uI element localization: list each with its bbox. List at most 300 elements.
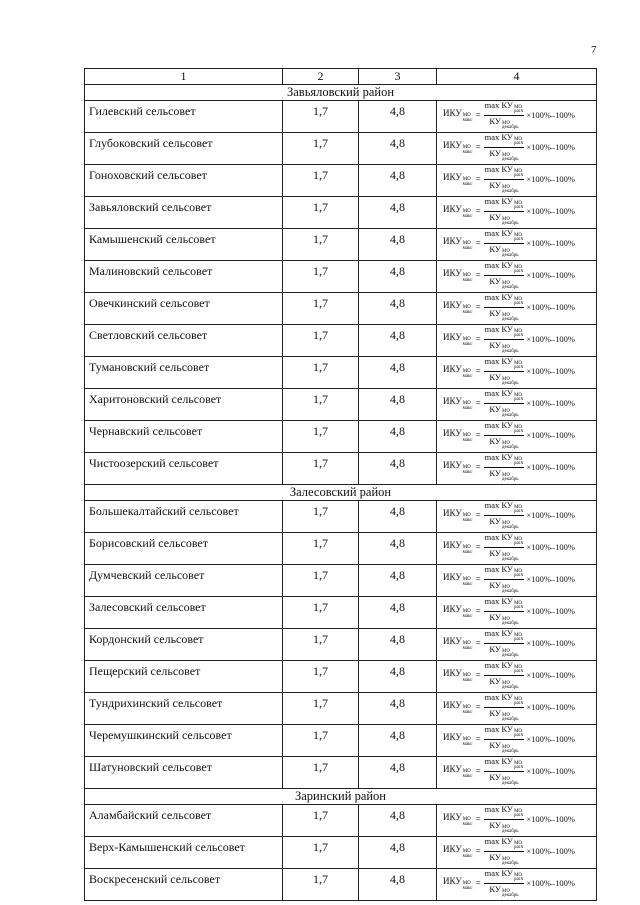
municipality-name: Завьяловский сельсовет xyxy=(85,197,283,229)
formula-fraction xyxy=(484,660,525,691)
formula-eq: = xyxy=(475,142,481,152)
formula-den-base: КУ xyxy=(489,579,501,590)
formula-eq: = xyxy=(475,878,481,888)
formula-lhs-scripts xyxy=(463,305,473,315)
formula-lhs-sup: МО xyxy=(462,816,471,822)
formula-fraction xyxy=(484,564,525,595)
formula-cell xyxy=(437,229,597,261)
formula xyxy=(437,565,596,593)
formula-num-sub: расч xyxy=(513,173,524,178)
formula-den-sup: МО xyxy=(501,120,510,126)
formula-num-prefix: max xyxy=(484,99,500,110)
formula-den-sup: МО xyxy=(501,248,510,254)
formula-num-base: КУ xyxy=(501,387,513,398)
formula-den-scripts xyxy=(502,522,519,531)
formula-lhs-sup: МО xyxy=(462,880,471,886)
formula-num-prefix: max xyxy=(484,595,500,606)
formula-den-sup: МО xyxy=(501,440,510,446)
municipality-name: Харитоновский сельсовет xyxy=(85,389,283,421)
formula-num-base: КУ xyxy=(501,259,513,270)
formula-denominator xyxy=(489,340,518,355)
formula-den-sub: декабрь xyxy=(501,653,519,658)
formula-cell xyxy=(437,133,597,165)
formula-den-scripts xyxy=(502,650,519,659)
value-col2: 1,7 xyxy=(283,837,359,869)
formula-lhs xyxy=(443,732,473,747)
formula-fraction xyxy=(484,420,525,451)
formula-den-sub: декабрь xyxy=(501,685,519,690)
formula-num-sup: МО xyxy=(513,632,523,638)
formula-numerator xyxy=(484,836,525,852)
formula-num-sup: МО xyxy=(513,728,523,734)
formula-denominator xyxy=(489,772,518,787)
formula-fraction xyxy=(484,500,525,531)
formula-cell xyxy=(437,165,597,197)
formula xyxy=(437,101,596,129)
formula-numerator xyxy=(484,292,525,308)
formula-den-scripts xyxy=(502,378,519,387)
formula-eq: = xyxy=(475,702,481,712)
formula-lhs-sup: МО xyxy=(462,272,471,278)
formula-num-scripts xyxy=(514,202,523,211)
formula-num-base: КУ xyxy=(501,723,513,734)
municipality-name: Чистоозерский сельсовет xyxy=(85,453,283,485)
formula-num-prefix: max xyxy=(484,163,500,174)
formula-lhs-base: ИКУ xyxy=(443,603,462,614)
formula-den-base: КУ xyxy=(489,467,501,478)
formula-lhs-sub: макс xyxy=(462,517,473,523)
formula-den-base: КУ xyxy=(489,739,501,750)
formula-lhs xyxy=(443,812,473,827)
formula-lhs-base: ИКУ xyxy=(443,507,462,518)
formula-tail: ×100%–100% xyxy=(526,302,576,312)
formula-den-sub: декабрь xyxy=(501,893,519,898)
formula-num-scripts xyxy=(514,106,523,115)
table-row xyxy=(85,533,597,565)
formula-fraction xyxy=(484,868,525,899)
formula-cell xyxy=(437,533,597,565)
formula-tail: ×100%–100% xyxy=(526,238,576,248)
formula-num-scripts xyxy=(514,234,523,243)
formula-num-sub: расч xyxy=(513,397,524,402)
table-row xyxy=(85,501,597,533)
table-row xyxy=(85,165,597,197)
value-col3: 4,8 xyxy=(359,725,437,757)
formula-num-base: КУ xyxy=(501,355,513,366)
table-row xyxy=(85,293,597,325)
formula-fraction xyxy=(484,260,525,291)
municipality-name: Камышенский сельсовет xyxy=(85,229,283,261)
formula-tail: ×100%–100% xyxy=(526,206,576,216)
formula-numerator xyxy=(484,804,525,820)
formula-fraction xyxy=(484,356,525,387)
formula-num-prefix: max xyxy=(484,723,500,734)
formula-cell xyxy=(437,725,597,757)
formula-lhs-base: ИКУ xyxy=(443,427,462,438)
formula-numerator xyxy=(484,196,525,212)
column-header-row xyxy=(85,69,597,85)
formula-denominator xyxy=(489,404,518,419)
formula-lhs-scripts xyxy=(463,705,473,715)
formula-den-sub: декабрь xyxy=(501,125,519,130)
formula-den-sup: МО xyxy=(501,520,510,526)
formula-lhs xyxy=(443,428,473,443)
formula-num-base: КУ xyxy=(501,803,513,814)
formula-den-sup: МО xyxy=(501,344,510,350)
value-col3: 4,8 xyxy=(359,197,437,229)
formula-num-sub: расч xyxy=(513,845,524,850)
formula-lhs-sup: МО xyxy=(462,736,471,742)
formula-lhs-base: ИКУ xyxy=(443,539,462,550)
formula-den-scripts xyxy=(502,186,519,195)
formula-lhs-base: ИКУ xyxy=(443,571,462,582)
formula-denominator xyxy=(489,180,518,195)
formula-den-base: КУ xyxy=(489,435,501,446)
formula-eq: = xyxy=(475,238,481,248)
formula-lhs-sup: МО xyxy=(462,112,471,118)
formula-num-base: КУ xyxy=(501,99,513,110)
formula-num-scripts xyxy=(514,330,523,339)
value-col3: 4,8 xyxy=(359,661,437,693)
municipality-name: Малиновский сельсовет xyxy=(85,261,283,293)
district-name: Залесовский район xyxy=(85,485,597,501)
formula-den-sup: МО xyxy=(501,312,510,318)
formula-lhs-sub: макс xyxy=(462,181,473,187)
value-col2: 1,7 xyxy=(283,453,359,485)
formula-num-base: КУ xyxy=(501,419,513,430)
formula-lhs-base: ИКУ xyxy=(443,699,462,710)
formula-lhs xyxy=(443,332,473,347)
formula-denominator xyxy=(489,516,518,531)
table-row xyxy=(85,661,597,693)
formula-num-sup: МО xyxy=(513,168,523,174)
formula-num-scripts xyxy=(514,602,523,611)
formula xyxy=(437,357,596,385)
formula-denominator xyxy=(489,852,518,867)
value-col3: 4,8 xyxy=(359,389,437,421)
formula-num-prefix: max xyxy=(484,691,500,702)
formula-num-sup: МО xyxy=(513,664,523,670)
formula-num-base: КУ xyxy=(501,867,513,878)
formula-tail: ×100%–100% xyxy=(526,334,576,344)
formula-num-prefix: max xyxy=(484,227,500,238)
value-col3: 4,8 xyxy=(359,325,437,357)
formula-num-sub: расч xyxy=(513,877,524,882)
value-col3: 4,8 xyxy=(359,869,437,901)
table-row xyxy=(85,389,597,421)
formula-lhs-base: ИКУ xyxy=(443,363,462,374)
formula-num-sup: МО xyxy=(513,504,523,510)
formula-lhs-sup: МО xyxy=(462,576,471,582)
formula xyxy=(437,693,596,721)
formula-lhs-sub: макс xyxy=(462,581,473,587)
formula-lhs-sup: МО xyxy=(462,144,471,150)
formula-num-sup: МО xyxy=(513,104,523,110)
formula-cell xyxy=(437,293,597,325)
formula-num-scripts xyxy=(514,506,523,515)
formula-num-sup: МО xyxy=(513,456,523,462)
formula-lhs xyxy=(443,572,473,587)
table-row xyxy=(85,693,597,725)
table-row xyxy=(85,597,597,629)
formula-cell xyxy=(437,805,597,837)
formula-den-scripts xyxy=(502,250,519,259)
formula-num-sup: МО xyxy=(513,872,523,878)
formula-num-prefix: max xyxy=(484,499,500,510)
formula-lhs-scripts xyxy=(463,433,473,443)
municipality-name: Тумановский сельсовет xyxy=(85,357,283,389)
formula-lhs-sub: макс xyxy=(462,853,473,859)
formula-den-scripts xyxy=(502,682,519,691)
formula-num-sup: МО xyxy=(513,424,523,430)
formula-num-sup: МО xyxy=(513,696,523,702)
formula-den-base: КУ xyxy=(489,515,501,526)
column-header: 3 xyxy=(359,69,437,85)
formula-numerator xyxy=(484,564,525,580)
formula-denominator xyxy=(489,308,518,323)
formula-cell xyxy=(437,629,597,661)
formula-num-base: КУ xyxy=(501,195,513,206)
formula-den-scripts xyxy=(502,618,519,627)
formula-lhs-scripts xyxy=(463,817,473,827)
formula-num-base: КУ xyxy=(501,131,513,142)
formula-numerator xyxy=(484,724,525,740)
value-col2: 1,7 xyxy=(283,197,359,229)
formula-lhs-sub: макс xyxy=(462,821,473,827)
formula-tail: ×100%–100% xyxy=(526,430,576,440)
value-col2: 1,7 xyxy=(283,565,359,597)
district-header-row xyxy=(85,789,597,805)
formula-numerator xyxy=(484,420,525,436)
formula-den-base: КУ xyxy=(489,707,501,718)
formula-denominator xyxy=(489,580,518,595)
formula-lhs-scripts xyxy=(463,545,473,555)
formula-lhs-sub: макс xyxy=(462,549,473,555)
municipality-name: Воскресенский сельсовет xyxy=(85,869,283,901)
formula-num-sup: МО xyxy=(513,264,523,270)
formula-fraction xyxy=(484,228,525,259)
formula-den-base: КУ xyxy=(489,675,501,686)
formula-lhs-scripts xyxy=(463,241,473,251)
formula-num-prefix: max xyxy=(484,419,500,430)
formula-lhs-sub: макс xyxy=(462,437,473,443)
formula-lhs xyxy=(443,172,473,187)
formula-tail: ×100%–100% xyxy=(526,270,576,280)
formula-den-sub: декабрь xyxy=(501,317,519,322)
formula-num-sup: МО xyxy=(513,296,523,302)
formula-num-scripts xyxy=(514,426,523,435)
formula-eq: = xyxy=(475,462,481,472)
formula xyxy=(437,197,596,225)
formula-num-base: КУ xyxy=(501,291,513,302)
formula-num-prefix: max xyxy=(484,755,500,766)
formula-eq: = xyxy=(475,510,481,520)
formula-tail: ×100%–100% xyxy=(526,846,576,856)
formula xyxy=(437,805,596,833)
formula-den-sup: МО xyxy=(501,648,510,654)
formula xyxy=(437,869,596,897)
formula-lhs-sub: макс xyxy=(462,341,473,347)
formula-lhs xyxy=(443,668,473,683)
formula-tail: ×100%–100% xyxy=(526,398,576,408)
formula-tail: ×100%–100% xyxy=(526,814,576,824)
table-body xyxy=(85,69,597,901)
formula-lhs-sup: МО xyxy=(462,512,471,518)
formula-fraction xyxy=(484,100,525,131)
formula-lhs xyxy=(443,364,473,379)
formula-den-sub: декабрь xyxy=(501,477,519,482)
formula-lhs xyxy=(443,540,473,555)
value-col2: 1,7 xyxy=(283,229,359,261)
formula-num-sub: расч xyxy=(513,269,524,274)
value-col3: 4,8 xyxy=(359,629,437,661)
value-col3: 4,8 xyxy=(359,805,437,837)
formula-lhs-sub: макс xyxy=(462,645,473,651)
formula-eq: = xyxy=(475,766,481,776)
formula-num-sub: расч xyxy=(513,637,524,642)
formula-lhs-scripts xyxy=(463,209,473,219)
formula-eq: = xyxy=(475,670,481,680)
formula-den-sup: МО xyxy=(501,824,510,830)
formula-den-sub: декабрь xyxy=(501,861,519,866)
formula-lhs-sup: МО xyxy=(462,176,471,182)
formula xyxy=(437,293,596,321)
formula-lhs xyxy=(443,236,473,251)
formula-num-sub: расч xyxy=(513,365,524,370)
formula-cell xyxy=(437,197,597,229)
formula-lhs-base: ИКУ xyxy=(443,171,462,182)
formula-num-scripts xyxy=(514,842,523,851)
formula-tail: ×100%–100% xyxy=(526,702,576,712)
formula-num-sub: расч xyxy=(513,141,524,146)
formula-num-sup: МО xyxy=(513,840,523,846)
formula-den-sup: МО xyxy=(501,552,510,558)
formula-den-sup: МО xyxy=(501,712,510,718)
formula-den-sup: МО xyxy=(501,584,510,590)
formula-lhs-scripts xyxy=(463,465,473,475)
formula-lhs-scripts xyxy=(463,609,473,619)
formula-eq: = xyxy=(475,574,481,584)
formula-numerator xyxy=(484,868,525,884)
formula-num-base: КУ xyxy=(501,227,513,238)
column-header: 1 xyxy=(85,69,283,85)
formula-num-sup: МО xyxy=(513,200,523,206)
formula-den-base: КУ xyxy=(489,611,501,622)
formula-denominator xyxy=(489,372,518,387)
value-col2: 1,7 xyxy=(283,357,359,389)
formula-num-sub: расч xyxy=(513,541,524,546)
formula-denominator xyxy=(489,740,518,755)
formula-lhs-scripts xyxy=(463,113,473,123)
formula-lhs xyxy=(443,396,473,411)
table-row xyxy=(85,565,597,597)
formula-den-scripts xyxy=(502,282,519,291)
formula-num-scripts xyxy=(514,730,523,739)
formula-lhs-scripts xyxy=(463,881,473,891)
formula-num-sub: расч xyxy=(513,301,524,306)
formula-denominator xyxy=(489,468,518,483)
table-row xyxy=(85,837,597,869)
formula-lhs xyxy=(443,204,473,219)
formula-num-sub: расч xyxy=(513,237,524,242)
formula-den-sub: декабрь xyxy=(501,413,519,418)
formula-denominator xyxy=(489,116,518,131)
formula xyxy=(437,325,596,353)
formula-num-scripts xyxy=(514,634,523,643)
formula-lhs-sub: макс xyxy=(462,277,473,283)
formula-lhs-sub: макс xyxy=(462,741,473,747)
formula-lhs-base: ИКУ xyxy=(443,267,462,278)
formula-lhs-sub: макс xyxy=(462,469,473,475)
formula-den-sup: МО xyxy=(501,616,510,622)
formula-tail: ×100%–100% xyxy=(526,542,576,552)
formula-num-sub: расч xyxy=(513,605,524,610)
formula-tail: ×100%–100% xyxy=(526,110,576,120)
formula-den-scripts xyxy=(502,778,519,787)
formula-num-sup: МО xyxy=(513,232,523,238)
formula-fraction xyxy=(484,804,525,835)
formula-num-scripts xyxy=(514,138,523,147)
formula-lhs-base: ИКУ xyxy=(443,235,462,246)
table-row xyxy=(85,421,597,453)
formula-num-sub: расч xyxy=(513,765,524,770)
formula-den-base: КУ xyxy=(489,275,501,286)
district-header-row xyxy=(85,85,597,101)
formula xyxy=(437,261,596,289)
formula-num-base: КУ xyxy=(501,451,513,462)
formula-num-prefix: max xyxy=(484,259,500,270)
formula-lhs-scripts xyxy=(463,513,473,523)
formula-tail: ×100%–100% xyxy=(526,638,576,648)
formula-lhs-sup: МО xyxy=(462,608,471,614)
formula-num-scripts xyxy=(514,170,523,179)
formula-cell xyxy=(437,325,597,357)
formula-num-sub: расч xyxy=(513,205,524,210)
municipality-name: Верх-Камышенский сельсовет xyxy=(85,837,283,869)
district-header-row xyxy=(85,485,597,501)
formula-cell xyxy=(437,661,597,693)
formula-den-sub: декабрь xyxy=(501,525,519,530)
formula-num-scripts xyxy=(514,266,523,275)
formula-numerator xyxy=(484,324,525,340)
formula-den-base: КУ xyxy=(489,403,501,414)
value-col3: 4,8 xyxy=(359,565,437,597)
formula-num-prefix: max xyxy=(484,563,500,574)
formula-num-base: КУ xyxy=(501,659,513,670)
value-col2: 1,7 xyxy=(283,869,359,901)
formula-lhs xyxy=(443,108,473,123)
formula-eq: = xyxy=(475,302,481,312)
formula-num-scripts xyxy=(514,362,523,371)
formula-denominator xyxy=(489,148,518,163)
formula-den-sub: декабрь xyxy=(501,557,519,562)
formula-num-sub: расч xyxy=(513,813,524,818)
value-col2: 1,7 xyxy=(283,101,359,133)
formula-den-sub: декабрь xyxy=(501,253,519,258)
formula-numerator xyxy=(484,356,525,372)
formula-eq: = xyxy=(475,334,481,344)
formula-lhs-base: ИКУ xyxy=(443,331,462,342)
municipality-name: Пещерский сельсовет xyxy=(85,661,283,693)
formula-den-sub: декабрь xyxy=(501,749,519,754)
formula-num-base: КУ xyxy=(501,691,513,702)
formula-lhs xyxy=(443,636,473,651)
value-col2: 1,7 xyxy=(283,293,359,325)
formula-num-prefix: max xyxy=(484,531,500,542)
formula-denominator xyxy=(489,676,518,691)
formula-den-base: КУ xyxy=(489,115,501,126)
formula-tail: ×100%–100% xyxy=(526,462,576,472)
